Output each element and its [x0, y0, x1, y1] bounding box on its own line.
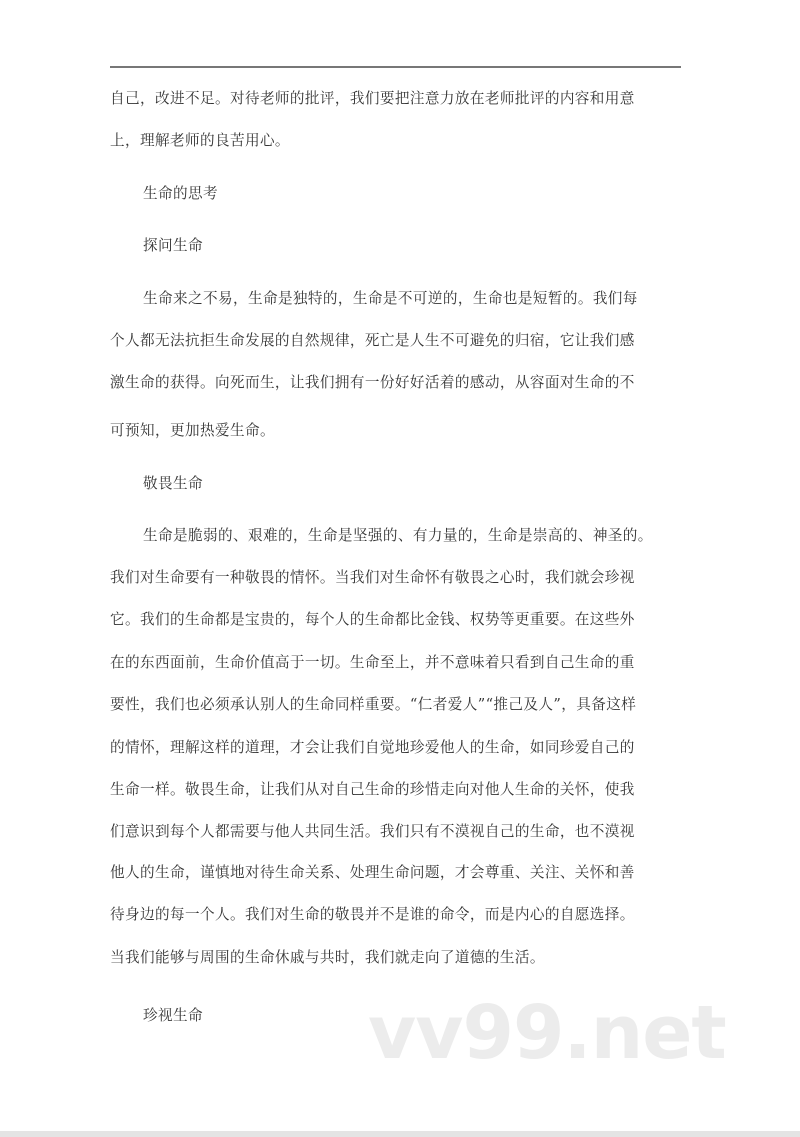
- section-heading: 生命的思考: [143, 185, 218, 202]
- paragraph-line: 他人的生命，谨慎地对待生命关系、处理生命问题，才会尊重、关注、关怀和善: [110, 864, 635, 881]
- header-rule: [110, 66, 681, 68]
- page-bottom-edge: [0, 1131, 800, 1137]
- paragraph-line: 的情怀，理解这样的道理，才会让我们自觉地珍爱他人的生命，如同珍爱自己的: [110, 739, 635, 756]
- paragraph-line: 生命一样。敬畏生命，让我们从对自己生命的珍惜走向对他人生命的关怀，使我: [110, 781, 635, 798]
- paragraph-line: 自己，改进不足。对待老师的批评，我们要把注意力放在老师批评的内容和用意: [110, 90, 635, 107]
- paragraph-line: 我们对生命要有一种敬畏的情怀。当我们对生命怀有敬畏之心时，我们就会珍视: [110, 569, 635, 586]
- paragraph-line: 要性，我们也必须承认别人的生命同样重要。“仁者爱人”“推己及人”，具备这样: [110, 696, 637, 713]
- paragraph-line: 个人都无法抗拒生命发展的自然规律，死亡是人生不可避免的归宿，它让我们感: [110, 332, 635, 349]
- paragraph-line: 在的东西面前，生命价值高于一切。生命至上，并不意味着只看到自己生命的重: [110, 654, 635, 671]
- section-heading: 探问生命: [143, 237, 203, 254]
- paragraph-line: 当我们能够与周围的生命休戚与共时，我们就走向了道德的生活。: [110, 949, 545, 966]
- paragraph-line: 生命是脆弱的、艰难的，生命是坚强的、有力量的，生命是崇高的、神圣的。: [143, 527, 653, 544]
- paragraph-line: 上，理解老师的良苦用心。: [110, 132, 290, 149]
- paragraph-line: 激生命的获得。向死而生，让我们拥有一份好好活着的感动，从容面对生命的不: [110, 374, 635, 391]
- paragraph-line: 它。我们的生命都是宝贵的，每个人的生命都比金钱、权势等更重要。在这些外: [110, 611, 635, 628]
- section-heading: 敬畏生命: [143, 475, 203, 492]
- paragraph-line: 生命来之不易，生命是独特的，生命是不可逆的，生命也是短暂的。我们每: [143, 290, 638, 307]
- section-heading: 珍视生命: [143, 1007, 203, 1024]
- paragraph-line: 待身边的每一个人。我们对生命的敬畏并不是谁的命令，而是内心的自愿选择。: [110, 906, 635, 923]
- watermark: vv99.net: [368, 990, 726, 1076]
- paragraph-line: 可预知，更加热爱生命。: [110, 422, 275, 439]
- paragraph-line: 们意识到每个人都需要与他人共同生活。我们只有不漠视自己的生命，也不漠视: [110, 823, 635, 840]
